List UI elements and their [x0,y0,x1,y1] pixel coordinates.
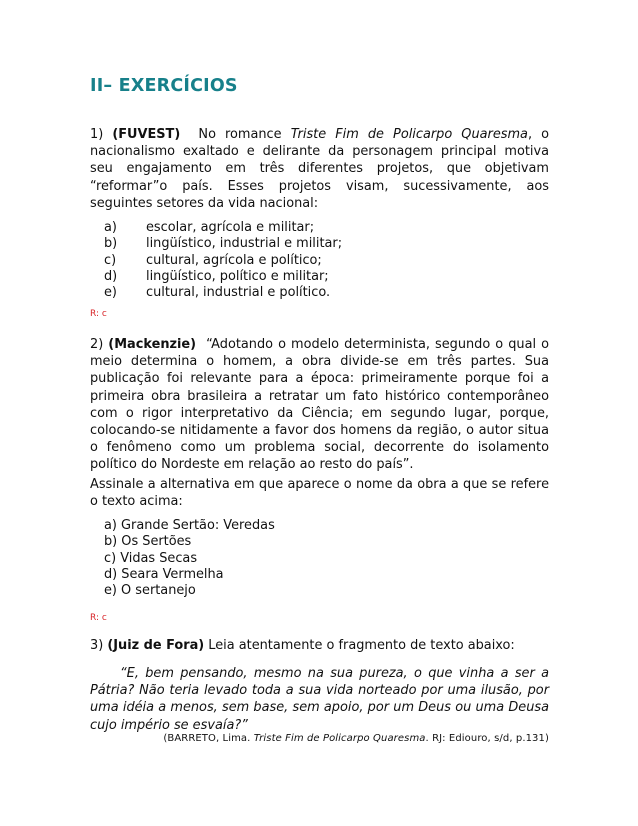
citation-book: Triste Fim de Policarpo Quaresma [253,733,426,744]
q3-citation [163,733,549,744]
q3-number: 3) [90,638,104,653]
q1-answer: R: c [90,309,107,319]
list-item [104,253,342,269]
q3-source: (Juiz de Fora) [107,638,205,653]
option-letter: d) [104,268,118,284]
question-2 [90,336,549,474]
q1-book-title: Triste Fim de Policarpo Quaresma [290,127,528,142]
citation-author: (BARRETO, Lima. [163,733,251,744]
q2-options-list [104,518,275,599]
list-item: d) Seara Vermelha [104,566,224,582]
q2-number: 2) [90,337,104,352]
option-letter: c) [104,252,117,268]
question-3 [90,637,549,654]
list-item: c) Vidas Secas [104,550,198,566]
q1-text-after: , o nacionalismo exaltado e delirante da personagem principal motiva seu engajamento em três diferentes projetos, que objetivam “reformar”o país. Esses projetos visam, sucessivamente, aos seguintes setores da vida nacional: [90,127,550,211]
list-item [104,269,342,285]
q2-prompt: Assinale a alternativa em que aparece o nome da obra a que se refere o texto acima: [90,477,549,510]
q2-source: (Mackenzie) [108,337,197,352]
citation-publisher: . RJ: Ediouro, s/d, p.131) [425,733,549,744]
list-item [104,236,342,252]
option-text: cultural, agrícola e político; [146,252,322,268]
q1-text-before: No romance [198,127,282,142]
list-item: a) Grande Sertão: Veredas [104,518,275,533]
option-letter: b) [104,236,118,252]
question-1 [90,126,549,212]
q3-quote: “E, bem pensando, mesmo na sua pureza, o que vinha a ser a Pátria? Não teria levado toda a sua vida norteado por uma ilusão, por uma idéia a menos, sem base, sem apoio, por um Deus ou uma Deusa cujo império se esvaía?” [90,666,549,733]
section-title: II– EXERCÍCIOS [90,76,238,96]
list-item [104,285,342,301]
q2-answer: R: c [90,613,107,623]
option-letter: e) [104,285,117,301]
q1-options-list [104,220,342,301]
option-text: lingüístico, industrial e militar; [146,236,343,252]
q3-text: Leia atentamente o fragmento de texto abaixo: [208,638,515,653]
q1-source: (FUVEST) [112,127,181,142]
list-item: b) Os Sertões [104,534,192,550]
option-text: cultural, industrial e político. [146,285,331,301]
list-item: e) O sertanejo [104,583,196,599]
q1-number: 1) [90,127,104,142]
option-text: escolar, agrícola e militar; [146,220,315,235]
option-letter: a) [104,220,117,235]
list-item [104,220,342,236]
option-text: lingüístico, político e militar; [146,268,329,284]
q2-text: “Adotando o modelo determinista, segundo o qual o meio determina o homem, a obra divide-se em três partes. Sua publicação foi relevante para a época: primeiramente porque foi a primeira obra brasileira a retratar um fato histórico contemporâneo com o rigor interpretativo da Ciência; em segundo lugar, porque, colocando-se nitidamente a favor dos homens da região, o autor situa o fenômeno como um problema social, decorrente do isolamento político do Nordeste em relação ao resto do país”. [90,337,549,473]
